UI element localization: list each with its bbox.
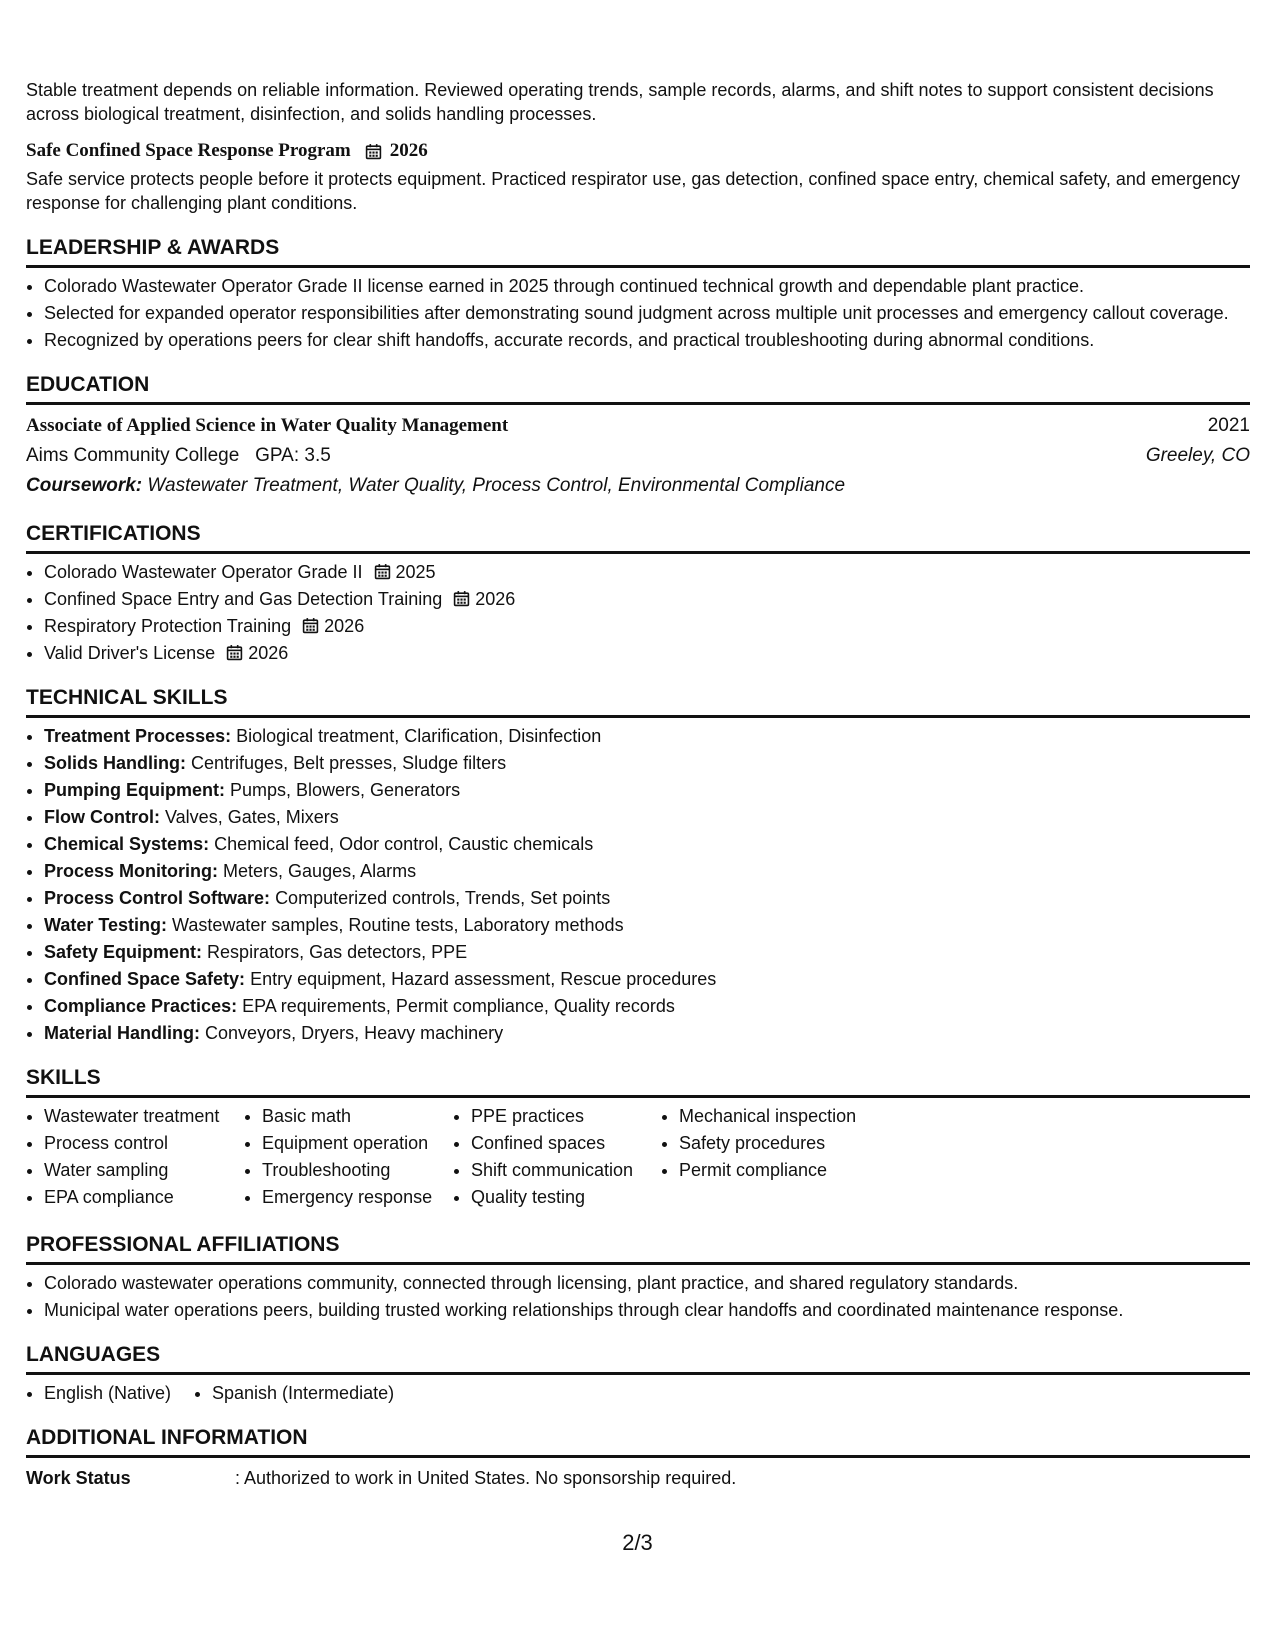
affiliations-heading: PROFESSIONAL AFFILIATIONS (26, 1230, 1250, 1265)
cert-name: Valid Driver's License (44, 643, 216, 663)
list-item: • Process control (44, 1131, 244, 1155)
leadership-heading: LEADERSHIP & AWARDS (26, 233, 1250, 268)
list-item: • Spanish (Intermediate) (212, 1381, 472, 1405)
calendar-icon (365, 143, 382, 160)
cert-name: Respiratory Protection Training (44, 616, 292, 636)
coursework (26, 471, 1250, 501)
list-item (44, 614, 1250, 638)
skill-value: Chemical feed, Odor control, Caustic chemicals (214, 834, 594, 854)
skills-column (26, 1104, 244, 1212)
list-item: • Equipment operation (262, 1131, 453, 1155)
skill-value: Centrifuges, Belt presses, Sludge filters (191, 753, 507, 773)
affiliations-list (26, 1271, 1250, 1322)
intro-paragraph: Stable treatment depends on reliable information. Reviewed operating trends, sample records, alarms, and shift notes to support consistent decisions across biological treatment, disinfection, and solids handling processes. (26, 80, 1214, 124)
skill-value: Conveyors, Dryers, Heavy machinery (205, 1023, 504, 1043)
list-item (44, 778, 1250, 802)
languages-column (194, 1381, 472, 1405)
skills-grid (26, 1104, 1250, 1212)
work-status-label: Work Status (26, 1468, 131, 1488)
list-item: • English (Native) (44, 1381, 194, 1405)
calendar-icon (374, 563, 391, 580)
project-title: Safe Confined Space Response Program (26, 140, 351, 161)
coursework-list: Wastewater Treatment, Water Quality, Process Control, Environmental Compliance (147, 475, 846, 496)
list-item: • Mechanical inspection (679, 1104, 899, 1128)
list-item: • Confined spaces (471, 1131, 661, 1155)
list-item (44, 913, 1250, 937)
education-degree-row (26, 411, 1250, 441)
skill-label: Material Handling: (44, 1023, 201, 1043)
degree-title: Associate of Applied Science in Water Quality Management (26, 415, 509, 436)
languages-heading: LANGUAGES (26, 1340, 1250, 1375)
skill-value: Entry equipment, Hazard assessment, Rescue procedures (250, 969, 717, 989)
certifications-list (26, 560, 1250, 665)
skill-label: Safety Equipment: (44, 942, 203, 962)
skill-value: EPA requirements, Permit compliance, Quality records (242, 996, 675, 1016)
resume-page (26, 78, 1250, 1490)
skills-column (661, 1104, 899, 1212)
list-item (44, 805, 1250, 829)
skill-label: Water Testing: (44, 915, 168, 935)
list-item (44, 641, 1250, 665)
school-name: Aims Community College (26, 445, 240, 466)
list-item (44, 859, 1250, 883)
skill-value: Pumps, Blowers, Generators (230, 780, 461, 800)
cert-name: Confined Space Entry and Gas Detection Training (44, 589, 443, 609)
skills-heading: SKILLS (26, 1063, 1250, 1098)
certifications-heading: CERTIFICATIONS (26, 519, 1250, 554)
list-item (44, 751, 1250, 775)
list-item (44, 1021, 1250, 1045)
list-item: • Municipal water operations peers, building trusted working relationships through clear handoffs and coordinated maintenance response. (44, 1298, 1250, 1322)
list-item: • PPE practices (471, 1104, 661, 1128)
cert-year: 2026 (475, 589, 516, 609)
list-item: • Quality testing (471, 1185, 661, 1209)
skill-value: Valves, Gates, Mixers (165, 807, 339, 827)
list-item: • Permit compliance (679, 1158, 899, 1182)
degree-year: 2021 (1207, 415, 1250, 436)
project-description: Safe service protects people before it protects equipment. Practiced respirator use, gas detection, confined space entry, chemical safety, and emergency response for challenging plant conditions. (26, 169, 1240, 213)
skill-value: Computerized controls, Trends, Set points (275, 888, 611, 908)
technical-skills-heading: TECHNICAL SKILLS (26, 683, 1250, 718)
cert-year: 2026 (248, 643, 289, 663)
skills-column (244, 1104, 453, 1212)
list-item: • Colorado wastewater operations community, connected through licensing, plant practice, and shared regulatory standards. (44, 1271, 1250, 1295)
gpa: GPA: 3.5 (255, 445, 331, 466)
school-location: Greeley, CO (1145, 445, 1250, 466)
skill-value: Biological treatment, Clarification, Disinfection (236, 726, 602, 746)
skill-value: Respirators, Gas detectors, PPE (207, 942, 468, 962)
list-item: • Troubleshooting (262, 1158, 453, 1182)
cert-year: 2026 (324, 616, 365, 636)
list-item (44, 560, 1250, 584)
languages-column (26, 1381, 194, 1405)
skill-label: Compliance Practices: (44, 996, 238, 1016)
list-item (44, 832, 1250, 856)
skills-column (453, 1104, 661, 1212)
calendar-icon (453, 590, 470, 607)
list-item (44, 886, 1250, 910)
work-status-value: : Authorized to work in United States. No sponsorship required. (235, 1468, 737, 1488)
project-year: 2026 (389, 140, 428, 161)
list-item: • Safety procedures (679, 1131, 899, 1155)
list-item: • Emergency response (262, 1185, 453, 1209)
calendar-icon (226, 644, 243, 661)
education-school-row (26, 441, 1250, 471)
skill-label: Chemical Systems: (44, 834, 210, 854)
languages-list (26, 1381, 1250, 1405)
list-item: • Basic math (262, 1104, 453, 1128)
technical-skills-list (26, 724, 1250, 1045)
list-item (44, 587, 1250, 611)
skill-label: Solids Handling: (44, 753, 186, 773)
leadership-list (26, 274, 1250, 352)
page-number: 2/3 (622, 1530, 653, 1555)
coursework-label: Coursework: (26, 475, 143, 496)
list-item: • Colorado Wastewater Operator Grade II license earned in 2025 through continued technical growth and dependable plant practice. (44, 274, 1250, 298)
skill-label: Pumping Equipment: (44, 780, 225, 800)
calendar-icon (302, 617, 319, 634)
work-status-row (26, 1466, 1250, 1490)
education-heading: EDUCATION (26, 370, 1250, 405)
cert-year: 2025 (395, 562, 436, 582)
cert-name: Colorado Wastewater Operator Grade II (44, 562, 363, 582)
additional-info-heading: ADDITIONAL INFORMATION (26, 1423, 1250, 1458)
list-item (44, 994, 1250, 1018)
list-item: • Shift communication (471, 1158, 661, 1182)
skill-value: Meters, Gauges, Alarms (223, 861, 417, 881)
skill-label: Process Control Software: (44, 888, 271, 908)
list-item: • Water sampling (44, 1158, 244, 1182)
list-item: • EPA compliance (44, 1185, 244, 1209)
skill-label: Treatment Processes: (44, 726, 232, 746)
skill-value: Wastewater samples, Routine tests, Laboratory methods (172, 915, 624, 935)
project-title-row (26, 139, 1250, 163)
list-item: • Recognized by operations peers for clear shift handoffs, accurate records, and practical troubleshooting during abnormal conditions. (44, 328, 1250, 352)
skill-label: Flow Control: (44, 807, 160, 827)
list-item (44, 724, 1250, 748)
list-item (44, 940, 1250, 964)
list-item (44, 967, 1250, 991)
skill-label: Confined Space Safety: (44, 969, 246, 989)
skill-label: Process Monitoring: (44, 861, 219, 881)
list-item: • Selected for expanded operator responsibilities after demonstrating sound judgment across multiple unit processes and emergency callout coverage. (44, 301, 1250, 325)
list-item: • Wastewater treatment (44, 1104, 244, 1128)
